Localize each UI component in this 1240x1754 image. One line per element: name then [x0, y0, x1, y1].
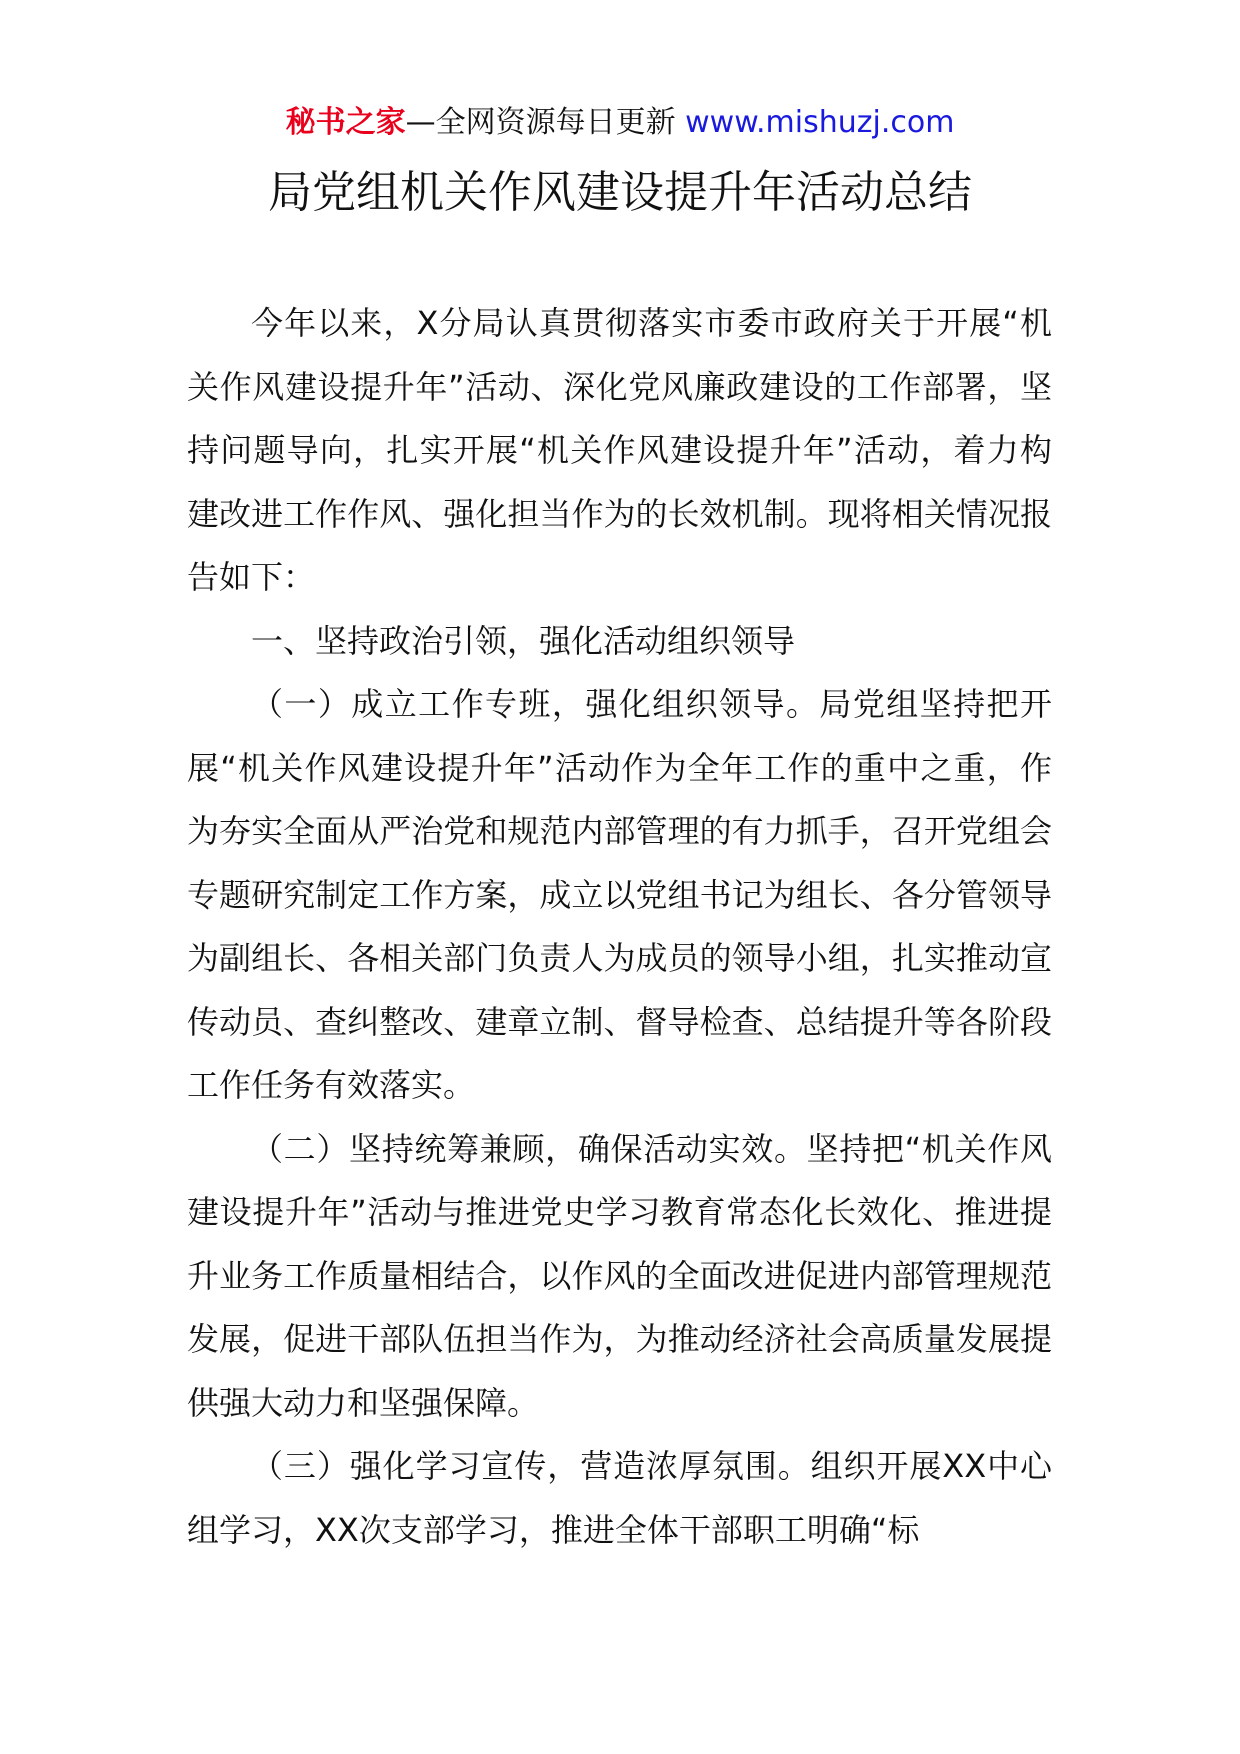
- banner-brand: 秘书之家: [285, 105, 406, 140]
- banner-tagline: —全网资源每日更新: [405, 105, 686, 140]
- document-title: 局党组机关作风建设提升年活动总结: [268, 167, 972, 218]
- subsection-paragraph-1: （一）成立工作专班，强化组织领导。局党组坚持把开展“机关作风建设提升年”活动作为全年工作的重中之重，作为夯实全面从严治党和规范内部管理的有力抓手，召开党组会专题研究制定工作方案，成立以党组书记为组长、各分管领导为副组长、各相关部门负责人为成员的领导小组，扎实推动宣传动员、查纠整改、建章立制、督导检查、总结提升等各阶段工作任务有效落实。: [187, 685, 1052, 1104]
- banner-url-link[interactable]: www.mishuzj.com: [685, 105, 955, 140]
- section-heading-1: 一、坚持政治引领，强化活动组织领导: [251, 621, 796, 660]
- document-body: [187, 292, 1052, 1562]
- subsection-paragraph-2: （二）坚持统筹兼顾，确保活动实效。坚持把“机关作风建设提升年”活动与推进党史学习教育常态化长效化、推进提升业务工作质量相结合，以作风的全面改进促进内部管理规范发展，促进干部队伍担当作为，为推动经济社会高质量发展提供强大动力和坚强保障。: [187, 1129, 1052, 1422]
- subsection-paragraph-3: （三）强化学习宣传，营造浓厚氛围。组织开展XX中心组学习，XX次支部学习，推进全体干部职工明确“标: [187, 1447, 1052, 1549]
- intro-paragraph: 今年以来，X分局认真贯彻落实市委市政府关于开展“机关作风建设提升年”活动、深化党风廉政建设的工作部署，坚持问题导向，扎实开展“机关作风建设提升年”活动，着力构建改进工作作风、强化担当作为的长效机制。现将相关情况报告如下：: [187, 304, 1052, 596]
- site-banner: [0, 103, 1240, 143]
